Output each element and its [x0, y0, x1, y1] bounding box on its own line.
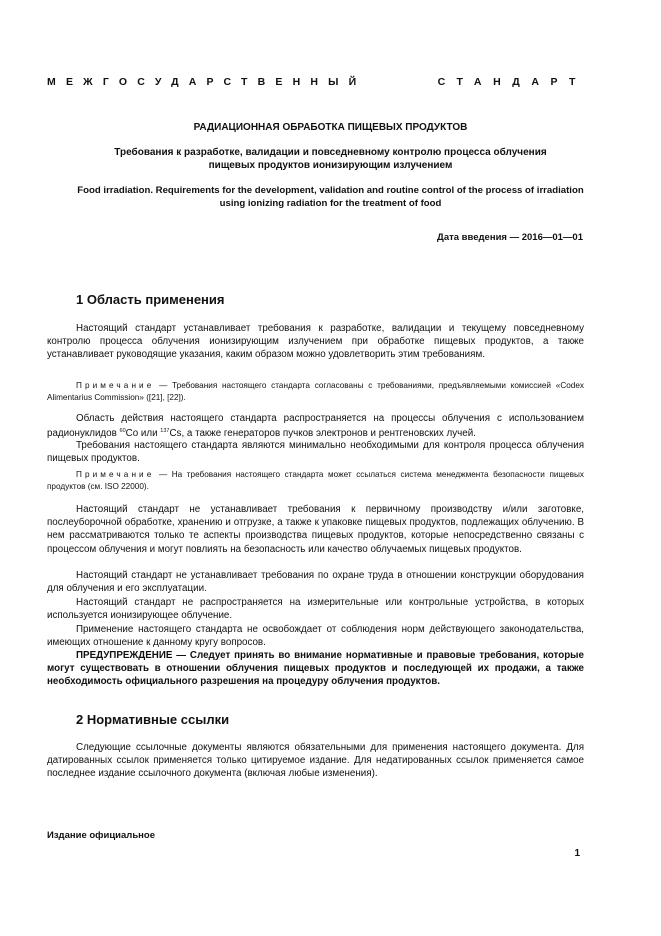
s1-paragraph-1: Настоящий стандарт устанавливает требования к разработке, валидации и текущему повседневному контролю процесса облучения ионизирующим излучением при обработке пищевых продуктов, а также устанавливает руководящие указания, каким образом можно удовлетворить этим требованиям. [47, 323, 584, 361]
s1-paragraph-2 [47, 412, 584, 440]
p2-part-a: Область действия настоящего стандарта распространяется на процессы облучения с использованием радионуклидов [47, 413, 584, 440]
document-title: РАДИАЦИОННАЯ ОБРАБОТКА ПИЩЕВЫХ ПРОДУКТОВ [193, 122, 468, 133]
header-interstate: МЕЖГОСУДАРСТВЕННЫЙ [47, 76, 367, 88]
note-text: — На требования настоящего стандарта может ссылаться система менеджмента безопасности пищевых продуктов (см. ISO 22000). [47, 470, 584, 491]
note-label: Примечание [76, 381, 155, 390]
isotope-mass-137: 137 [160, 428, 170, 435]
note-text: — Требования настоящего стандарта согласованы с требованиями, предъявляемыми комиссией «Codex Alimentarius Commission» ([21], [22]). [47, 381, 584, 402]
subtitle-en [47, 184, 614, 210]
s1-paragraph-5: Настоящий стандарт не устанавливает требования по охране труда в отношении конструкции оборудования для облучения и его эксплуатации. [47, 570, 584, 595]
s1-paragraph-4: Настоящий стандарт не устанавливает требования к первичному производству и/или заготовке, послеуборочной обработке, хранению и отгрузке, а также к упаковке пищевых продуктов, подлежащих облучению. В нем рассматриваются только те аспекты производства пищевых продуктов, которые непосредственно связаны с процессом облучения и могут повлиять на безопасность или качество облучаемых пищевых продуктов. [47, 504, 584, 555]
subtitle-en-line2: using ionizing radiation for the treatment of food [219, 198, 442, 209]
s1-note-2 [47, 469, 584, 493]
p2-part-b: Co или [125, 428, 161, 440]
section-1-heading: 1 Область применения [76, 292, 225, 307]
subtitle-ru [47, 146, 614, 172]
s1-warning: ПРЕДУПРЕЖДЕНИЕ — Следует принять во внимание нормативные и правовые требования, которые могут существовать в отношении облучения пищевых продуктов и последующей их продажи, а также необходимость официального разрешения на процедуру облучения продуктов. [47, 650, 584, 688]
official-edition-label: Издание официальное [47, 830, 155, 841]
s1-paragraph-6: Настоящий стандарт не распространяется на измерительные или контрольные устройства, в которых используется ионизирующее облучение. [47, 597, 584, 622]
page-number: 1 [574, 848, 580, 859]
header-standard: СТАНДАРТ [437, 76, 587, 88]
s1-paragraph-3: Требования настоящего стандарта являются минимально необходимыми для контроля процесса облучения пищевых продуктов. [47, 440, 584, 465]
p2-part-c: Cs, а также генераторов пучков электронов и рентгеновских лучей. [169, 428, 476, 440]
s2-paragraph-1: Следующие ссылочные документы являются обязательными для применения настоящего документа. Для датированных ссылок применяется только цитируемое издание. Для недатированных ссылок применяется самое последнее издание ссылочного документа (включая любые изменения). [47, 742, 584, 780]
subtitle-en-line1: Food irradiation. Requirements for the development, validation and routine control of the process of irradiation [77, 185, 584, 196]
section-2-heading: 2 Нормативные ссылки [76, 712, 230, 727]
isotope-mass-60: 60 [119, 428, 126, 435]
subtitle-ru-line1: Требования к разработке, валидации и повседневному контролю процесса облучения [114, 147, 547, 158]
note-label: Примечание [76, 470, 155, 479]
subtitle-ru-line2: пищевых продуктов ионизирующим излучением [208, 160, 453, 171]
s1-paragraph-7: Применение настоящего стандарта не освобождает от соблюдения норм действующего законодательства, имеющих отношение к данному кругу вопросов. [47, 624, 584, 649]
s1-note-1 [47, 380, 584, 404]
date-of-introduction: Дата введения — 2016—01—01 [437, 232, 583, 243]
